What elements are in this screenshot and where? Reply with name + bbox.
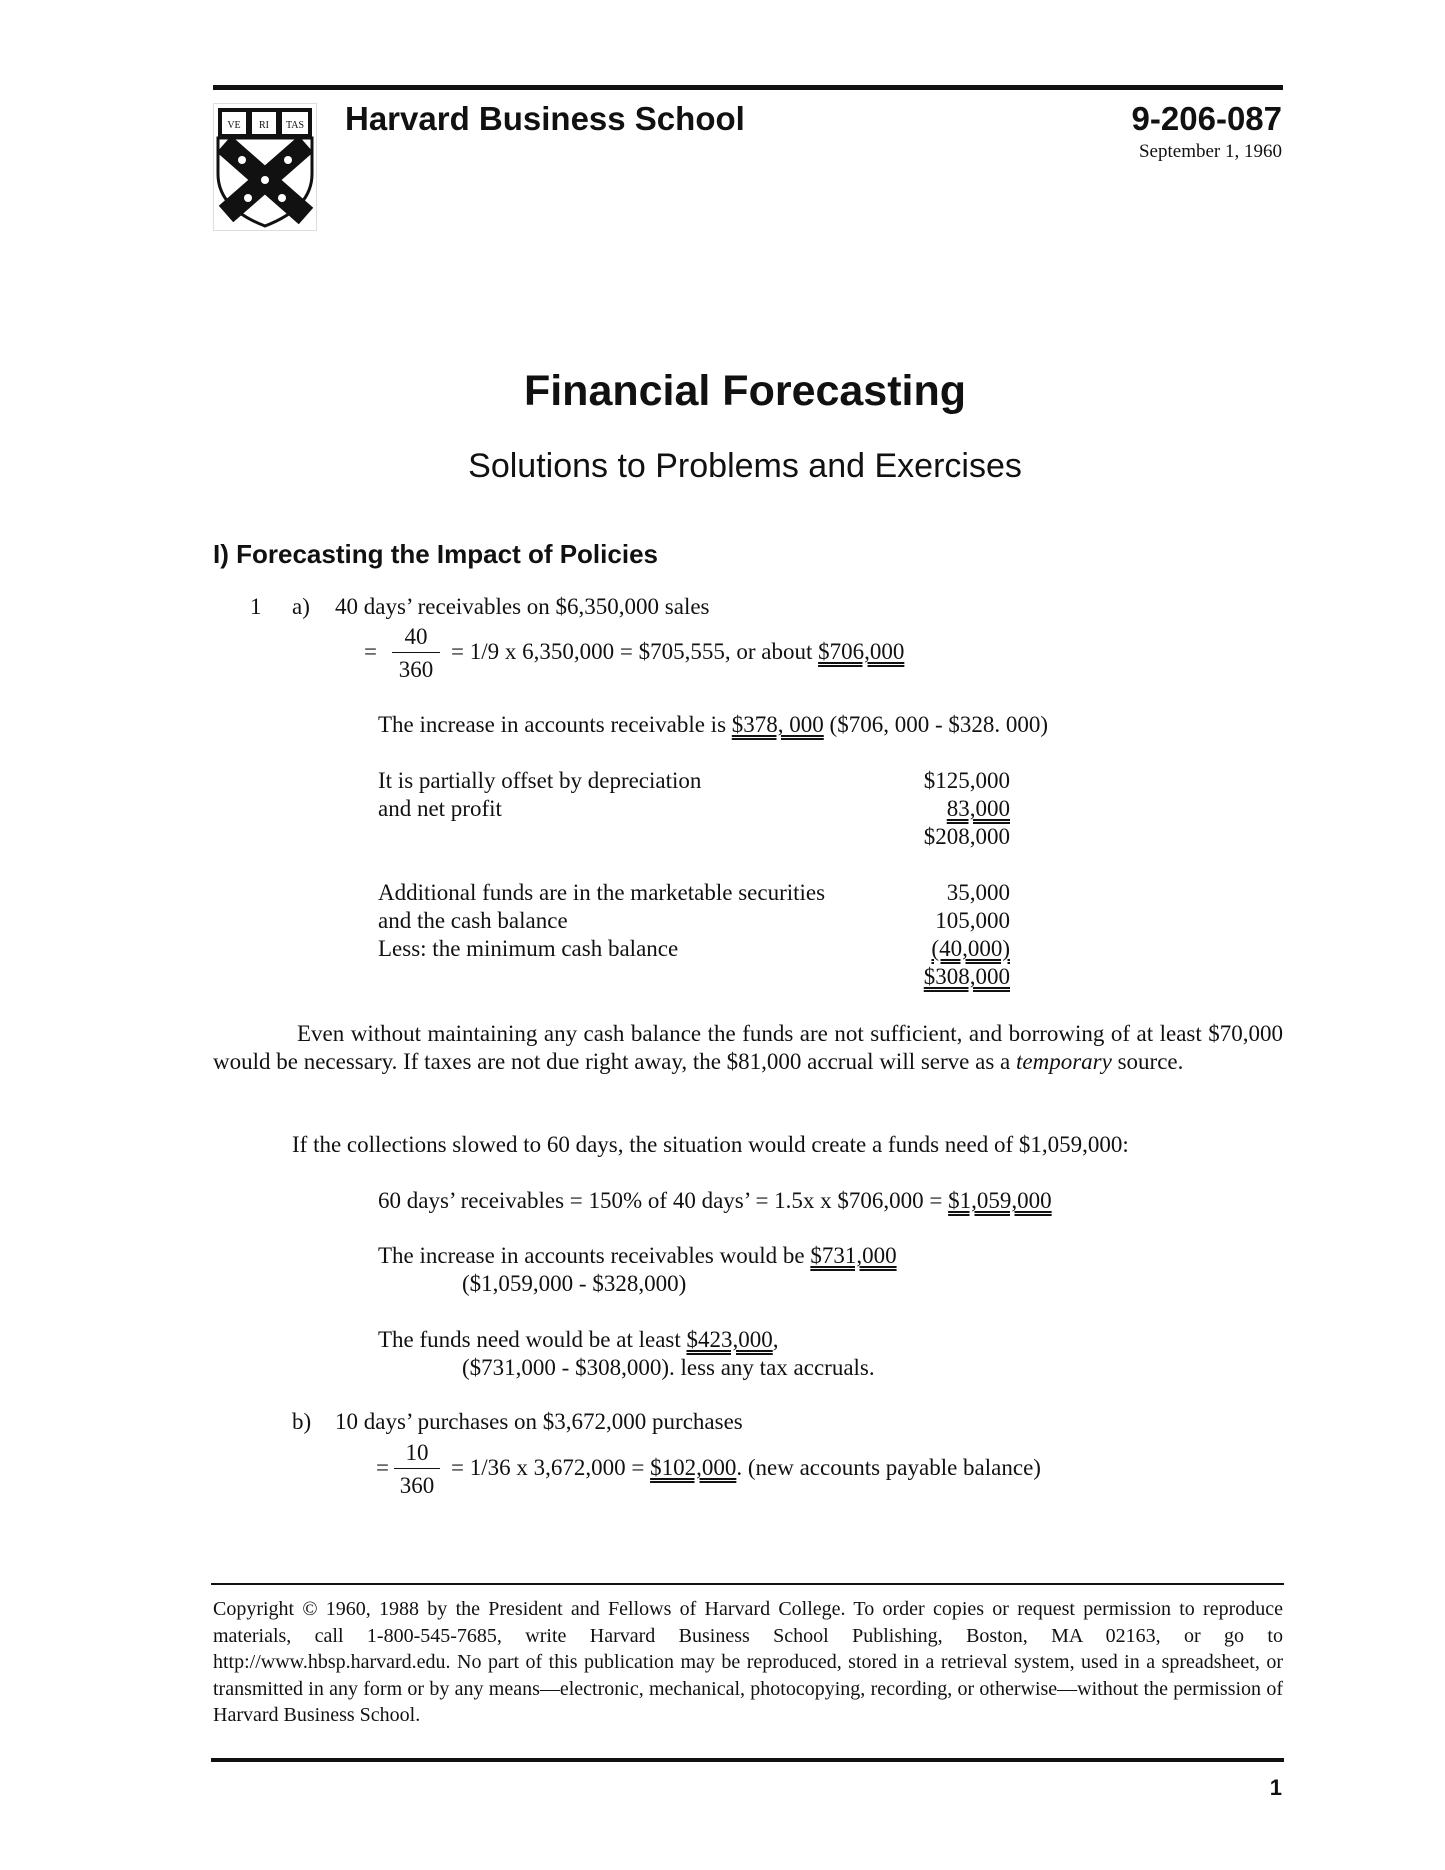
part-b-label: b) [292, 1409, 312, 1434]
receivables-60-value: $1,059,000 [948, 1188, 1052, 1213]
funds-row-label: and the cash balance [378, 908, 568, 933]
svg-text:TAS: TAS [285, 120, 305, 131]
funds-row-value: 105,000 [935, 908, 1010, 933]
school-name: Harvard Business School [345, 100, 745, 137]
part-b-equals: = [376, 1455, 389, 1480]
fraction-denominator: 360 [399, 1473, 435, 1498]
footer-rule [211, 1583, 1284, 1585]
equation-result: $706,000 [818, 639, 905, 664]
italic-temporary: temporary [1016, 1049, 1112, 1074]
funds-need-text: The funds need would be at least [378, 1327, 681, 1352]
page-number: 1 [1269, 1775, 1282, 1800]
svg-text:VE: VE [227, 120, 241, 131]
document-date: September 1, 1960 [1138, 141, 1282, 162]
copyright-notice: Copyright © 1960, 1988 by the President and Fellows of Harvard College. To order copies or request permission to reproduce materials, call 1-800-545-7685, write Harvard Business School Publishing, Boston, MA 02163, or go to http://www.hbsp.harvard.edu. No part of this publication may be reproduced, stored in a retrieval system, used in a spreadsheet, or transmitted in any form or by any means—electronic, mechanical, photocopying, recording, or otherwise—without the permission of Harvard Business School. [213, 1598, 1283, 1726]
part-b-line1: 10 days’ purchases on $3,672,000 purchases [335, 1409, 743, 1434]
funds-row-value: (40,000) [931, 936, 1010, 961]
part-a-equals: = [364, 639, 377, 664]
offset-row-label: and net profit [378, 796, 502, 821]
problem-number: 1 [250, 594, 262, 619]
part-b-fraction [394, 1440, 440, 1499]
equation-text: = 1/9 x 6,350,000 = $705,555, or about [451, 639, 813, 664]
part-a-line1: 40 days’ receivables on $6,350,000 sales [335, 594, 710, 619]
funds-row-value: 35,000 [946, 880, 1010, 905]
increase-detail: ($706, 000 - $328. 000) [829, 712, 1049, 737]
increase-60-text: The increase in accounts receivables would be [378, 1243, 805, 1268]
increase-60-value: $731,000 [810, 1243, 897, 1268]
equation-result: $102,000 [650, 1455, 737, 1480]
page-subtitle: Solutions to Problems and Exercises [468, 447, 1022, 485]
offset-row-value: 83,000 [946, 796, 1010, 821]
increase-value: $378, 000 [731, 712, 824, 737]
fraction-denominator: 360 [398, 657, 434, 682]
receivables-60-line [378, 1188, 1052, 1214]
funds-need-value: $423,000 [686, 1327, 773, 1352]
equation-suffix: . (new accounts payable balance) [736, 1455, 1041, 1480]
increase-text: The increase in accounts receivable is [378, 712, 727, 737]
header-rule [213, 85, 1283, 90]
offset-row-value: $125,000 [923, 768, 1010, 793]
funds-row-label: Additional funds are in the marketable securities [378, 880, 826, 905]
bottom-rule [211, 1758, 1284, 1762]
section-heading: I) Forecasting the Impact of Policies [213, 539, 658, 569]
page-title: Financial Forecasting [523, 367, 967, 415]
equation-text: = 1/36 x 3,672,000 = [451, 1455, 645, 1480]
part-a-fraction [392, 624, 440, 683]
increase-line [378, 712, 1048, 738]
hbs-shield-logo [213, 103, 317, 231]
increase-60-detail: ($1,059,000 - $328,000) [462, 1271, 687, 1296]
offset-row-label: It is partially offset by depreciation [378, 768, 702, 793]
increase-60-line [378, 1243, 897, 1269]
funds-need-detail: ($731,000 - $308,000). less any tax accruals. [462, 1355, 875, 1380]
offset-total: $208,000 [923, 824, 1010, 849]
funds-total: $308,000 [923, 964, 1010, 989]
part-a-label: a) [292, 594, 310, 619]
document-number: 9-206-087 [1131, 100, 1282, 137]
paragraph-collections-slowed: If the collections slowed to 60 days, the situation would create a funds need of $1,059,000: [292, 1132, 1129, 1157]
part-a-equation [451, 639, 904, 665]
funds-row-label: Less: the minimum cash balance [378, 936, 679, 961]
funds-need-line: The funds need would be at least $423,000, [378, 1327, 779, 1352]
part-b-equation [451, 1455, 1041, 1481]
fraction-numerator: 10 [394, 1440, 440, 1469]
fraction-numerator: 40 [392, 624, 440, 653]
paragraph-funds-insufficient: Even without maintaining any cash balance the funds are not sufficient, and borrowing of at least $70,000 would be necessary. If taxes are not due right away, the $81,000 accrual will serve as a temporary source. [213, 1021, 1283, 1074]
receivables-60-text: 60 days’ receivables = 150% of 40 days’ = 1.5x x $706,000 = [378, 1188, 943, 1213]
svg-text:RI: RI [259, 120, 269, 131]
